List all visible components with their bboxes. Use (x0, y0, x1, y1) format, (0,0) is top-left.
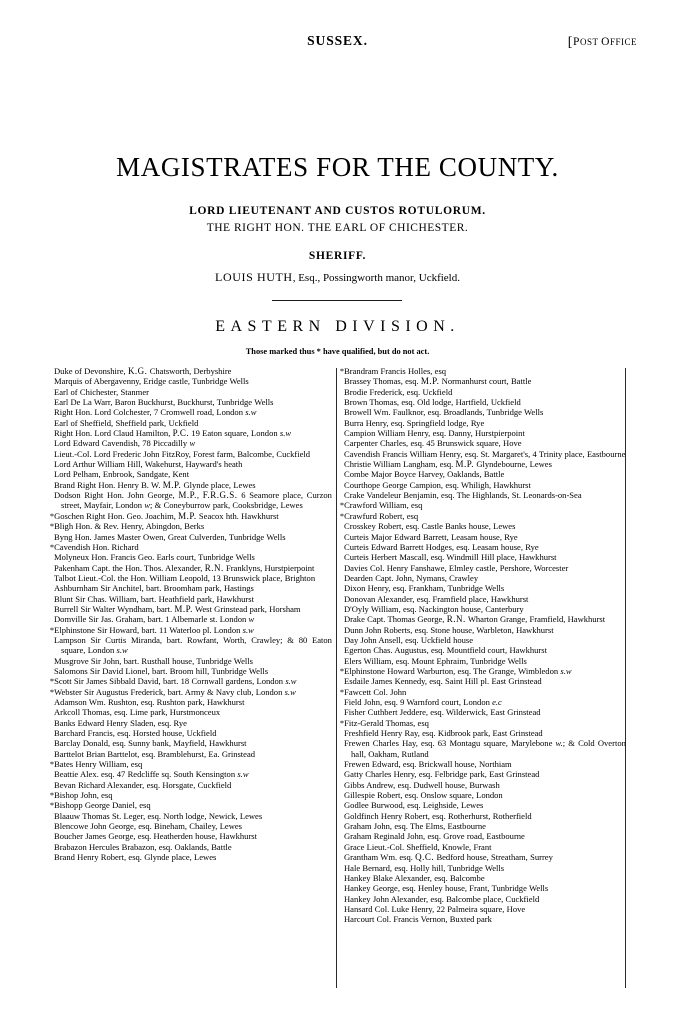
qualified-not-acting-marker: * (339, 665, 345, 676)
list-item: Salomons Sir David Lionel, bart. Broom hill, Tunbridge Wells (54, 665, 269, 676)
postal-district-code: w (144, 500, 151, 511)
list-item: Fisher Cuthbert Jeddere, esq. Wilderwick, East Grinstead (344, 707, 541, 718)
list-item: Pakenham Capt. the Hon. Thos. Alexander, R.N. Franklyns, Hurstpierpoint (54, 562, 315, 573)
honorific-abbreviation: R.N. (204, 562, 224, 573)
list-item: Barclay Donald, esq. Sunny bank, Mayfield, Hawkhurst (54, 738, 247, 749)
honorific-abbreviation: M.P. (178, 510, 197, 521)
list-item: *Crawford William, esq (339, 500, 423, 511)
list-item: Burrell Sir Walter Wyndham, bart. M.P. West Grinstead park, Horsham (54, 603, 301, 614)
post-office-lead-2: O (601, 36, 610, 48)
list-item: Duke of Devonshire, K.G. Chatsworth, Derbyshire (54, 366, 232, 376)
list-item: *Bishopp George Daniel, esq (49, 800, 151, 811)
list-item: *Scott Sir James Sibbald David, bart. 18 Cornwall gardens, London s.w (49, 676, 297, 687)
list-item: Blunt Sir Chas. William, bart. Heathfield park, Hawkhurst (54, 593, 254, 604)
list-item: *Fawcett Col. John (339, 686, 407, 697)
list-item: Marquis of Abergavenny, Eridge castle, Tunbridge Wells (54, 376, 249, 387)
list-item: *Brandram Francis Holles, esq (339, 366, 447, 376)
list-item: Bevan Richard Alexander, esq. Horsgate, Cuckfield (54, 779, 232, 790)
list-item: D'Oyly William, esq. Nackington house, Canterbury (344, 603, 524, 614)
list-item: Gillespie Robert, esq. Onslow square, London (344, 790, 503, 801)
open-bracket: [ (567, 35, 573, 50)
honorific-abbreviation: K.G. (127, 366, 148, 376)
list-item: Gatty Charles Henry, esq. Felbridge park, East Grinstead (344, 769, 540, 780)
list-item: Graham John, esq. The Elms, Eastbourne (344, 821, 486, 832)
list-item: Ashburnham Sir Anchitel, bart. Broomham park, Hastings (54, 583, 254, 594)
list-item: Freshfield Henry Ray, esq. Kidbrook park, East Grinstead (344, 728, 543, 739)
postal-district-code: s.w (285, 676, 297, 687)
list-item: Cavendish Francis William Henry, esq. St. Margaret's, 4 Trinity place, Eastbourne (344, 448, 626, 459)
list-item: Grantham Wm. esq. Q.C. Bedford house, Streatham, Surrey (344, 852, 553, 863)
honorific-abbreviation: M.P. (178, 490, 197, 501)
running-head-publication (568, 35, 637, 51)
postal-district-code: w. (555, 738, 563, 749)
list-item: Brand Henry Robert, esq. Glynde place, Lewes (54, 852, 217, 863)
list-item: Molyneux Hon. Francis Geo. Earls court, Tunbridge Wells (54, 552, 255, 563)
list-item: Esdaile James Kennedy, esq. Saint Hill pl. East Grinstead (344, 676, 542, 687)
list-item: Boucher James George, esq. Heatherden house, Hawkhurst (54, 831, 258, 842)
post-office-rest: OST (579, 37, 602, 47)
qualified-not-acting-marker: * (339, 500, 345, 511)
list-item: *Cavendish Hon. Richard (49, 541, 139, 552)
list-item: Barchard Francis, esq. Horsted house, Uckfield (54, 728, 217, 739)
magistrates-column-left (49, 366, 332, 991)
postal-district-code: w (248, 614, 255, 625)
sheriff-heading: SHERIFF. (308, 250, 367, 262)
list-item: Byng Hon. James Master Owen, Great Culverden, Tunbridge Wells (54, 531, 286, 542)
list-item: Barttelot Brian Barttelot, esq. Bramblehurst, Ea. Grinstead (54, 748, 256, 759)
magistrates-list (49, 366, 626, 991)
running-head (0, 33, 675, 53)
list-item: Brand Right Hon. Henry B. W. M.P. Glynde place, Lewes (54, 479, 256, 490)
honorific-abbreviation: Q.C. (415, 852, 435, 863)
list-item: Crake Vandeleur Benjamin, esq. The Highlands, St. Leonards-on-Sea (344, 490, 582, 501)
list-item: Right Hon. Lord Colchester, 7 Cromwell road, London s.w (54, 407, 257, 418)
list-item: Earl of Chichester, Stanmer (54, 386, 149, 397)
list-item: Dearden Capt. John, Nymans, Crawley (344, 572, 479, 583)
division-note: Those marked thus * have qualified, but do not act. (245, 347, 430, 356)
list-item: Arkcoll Thomas, esq. Lime park, Hurstmonceux (54, 707, 221, 718)
list-item: Curteis Herbert Mascall, esq. Windmill Hill place, Hawkhurst (344, 552, 557, 563)
sheriff-entry (0, 270, 675, 285)
list-item: Beattie Alex. esq. 47 Redcliffe sq. South Kensington s.w (54, 769, 249, 780)
list-item: Field John, esq. 9 Warnford court, London e.c (344, 697, 502, 707)
section-divider (272, 300, 402, 301)
qualified-not-acting-marker: * (49, 510, 55, 521)
qualified-not-acting-marker: * (49, 624, 55, 635)
list-item: Brabazon Hercules Brabazon, esq. Oaklands, Battle (54, 841, 232, 852)
list-item: Hankey George, esq. Henley house, Frant, Tunbridge Wells (344, 883, 549, 894)
list-item: Day John Ansell, esq. Uckfield house (344, 634, 474, 645)
lord-lieutenant-name: THE RIGHT HON. THE EARL OF CHICHESTER. (206, 222, 469, 234)
honorific-abbreviation: R.N. (446, 614, 466, 625)
list-item: *Crawfurd Robert, esq (339, 510, 419, 521)
list-item: Browell Wm. Faulknor, esq. Broadlands, Tunbridge Wells (344, 407, 544, 418)
postal-district-code: s.w (237, 769, 249, 780)
honorific-abbreviation: P.C. (172, 428, 190, 439)
list-item: Curteis Edward Barrett Hodges, esq. Leasam house, Rye (344, 541, 539, 552)
list-item: Brodie Frederick, esq. Uckfield (344, 386, 453, 397)
qualified-not-acting-marker: * (49, 759, 55, 770)
list-item: Adamson Wm. Rushton, esq. Rushton park, Hawkhurst (54, 697, 245, 707)
honorific-abbreviation: F.R.G.S. (202, 490, 238, 501)
list-item: Banks Edward Henry Sladen, esq. Rye (54, 717, 187, 728)
list-item: Lieut.-Col. Lord Frederic John FitzRoy, Forest farm, Balcombe, Cuckfield (54, 448, 311, 459)
list-item: Gibbs Andrew, esq. Dudwell house, Burwash (344, 779, 500, 790)
page-title: MAGISTRATES FOR THE COUNTY. (116, 152, 559, 182)
qualified-not-acting-marker: * (49, 790, 55, 801)
list-item: Combe Major Boyce Harvey, Oaklands, Battle (344, 469, 505, 480)
qualified-not-acting-marker: * (339, 717, 345, 728)
qualified-not-acting-marker: * (339, 366, 345, 376)
list-item: Brown Thomas, esq. Old lodge, Hartfield, Uckfield (344, 397, 521, 408)
postal-district-code: s.w (116, 645, 128, 656)
list-item: Dodson Right Hon. John George, M.P., F.R.G.S. 6 Seamore place, Curzon street, Mayfair, London w; & Coneyburrow park, Cooksbridge, Lewes (54, 490, 332, 511)
postal-district-code: s.w (284, 686, 296, 697)
list-item: Crosskey Robert, esq. Castle Banks house, Lewes (344, 521, 516, 532)
list-item: Right Hon. Lord Claud Hamilton, P.C. 19 Eaton square, London s.w (54, 428, 292, 439)
list-item: Godlee Burwood, esq. Leighside, Lewes (344, 800, 484, 811)
sheriff-name: LOUIS HUTH (215, 270, 293, 284)
qualified-not-acting-marker: * (49, 541, 55, 552)
list-item: *Goschen Right Hon. Geo. Joachim, M.P. Seacox hth. Hawkhurst (49, 510, 279, 521)
list-item: Grace Lieut.-Col. Sheffield, Knowle, Frant (344, 841, 492, 852)
list-item: Lord Edward Cavendish, 78 Piccadilly w (54, 438, 196, 449)
post-office-lead: P (572, 36, 580, 48)
list-item: Lampson Sir Curtis Miranda, bart. Rowfant, Worth, Crawley; & 80 Eaton square, London s.w (54, 634, 332, 656)
list-item: Hansard Col. Luke Henry, 22 Palmeira square, Hove (344, 903, 526, 914)
list-item: *Bishop John, esq (49, 790, 113, 801)
list-item: Earl De La Warr, Baron Buckhurst, Buckhurst, Tunbridge Wells (54, 397, 274, 408)
list-item: Graham Reginald John, esq. Grove road, Eastbourne (344, 831, 525, 842)
list-item: Hankey John Alexander, esq. Balcombe place, Cuckfield (344, 893, 540, 904)
postal-district-code: w (189, 438, 196, 449)
list-item: Hale Bernard, esq. Holly hill, Tunbridge Wells (344, 862, 505, 873)
magistrates-column-right (339, 366, 626, 991)
list-item: Dunn John Roberts, esq. Stone house, Warbleton, Hawkhurst (344, 624, 554, 635)
list-item: Harcourt Col. Francis Vernon, Buxted park (344, 914, 492, 925)
list-item: Hankey Blake Alexander, esq. Balcombe (344, 872, 485, 883)
list-item: Blaauw Thomas St. Leger, esq. North lodge, Newick, Lewes (54, 810, 263, 821)
list-item: *Elphinstone Sir Howard, bart. 11 Waterloo pl. London s.w (49, 624, 254, 635)
list-item: Dixon Henry, esq. Frankham, Tunbridge Wells (344, 583, 505, 594)
qualified-not-acting-marker: * (339, 510, 345, 521)
qualified-not-acting-marker: * (339, 686, 345, 697)
qualified-not-acting-marker: * (49, 521, 55, 532)
list-item: Domville Sir Jas. Graham, bart. 1 Albemarle st. London w (54, 614, 255, 625)
list-item: Campion William Henry, esq. Danny, Hurstpierpoint (344, 428, 525, 439)
division-heading: EASTERN DIVISION. (215, 318, 460, 335)
list-item: Drake Capt. Thomas George, R.N. Wharton Grange, Framfield, Hawkhurst (344, 614, 606, 625)
list-item: Blencowe John George, esq. Bineham, Chailey, Lewes (54, 821, 242, 832)
list-item: *Bligh Hon. & Rev. Henry, Abingdon, Berks (49, 521, 205, 532)
qualified-not-acting-marker: * (49, 800, 55, 811)
qualified-not-acting-marker: * (49, 676, 55, 687)
list-item: Talbot Lieut.-Col. the Hon. William Leopold, 13 Brunswick place, Brighton (54, 572, 316, 583)
list-item: Christie William Langham, esq. M.P. Glyndebourne, Lewes (344, 459, 552, 470)
honorific-abbreviation: M.P. (174, 603, 193, 614)
post-office-rest-2: FFICE (609, 37, 637, 47)
list-item: Goldfinch Henry Robert, esq. Rotherhurst, Rotherfield (344, 810, 532, 821)
honorific-abbreviation: M.P. (162, 479, 182, 490)
postal-district-code: s.w (279, 428, 292, 439)
list-item: Lord Pelham, Enbrook, Sandgate, Kent (54, 469, 190, 480)
postal-district-code: s.w (245, 407, 257, 418)
lord-lieutenant-heading: LORD LIEUTENANT AND CUSTOS ROTULORUM. (189, 205, 486, 217)
list-item: Brassey Thomas, esq. M.P. Normanhurst court, Battle (344, 376, 532, 387)
honorific-abbreviation: M.P. (455, 459, 475, 470)
list-item: Earl of Sheffield, Sheffield park, Uckfield (54, 417, 199, 428)
qualified-not-acting-marker: * (49, 686, 55, 697)
list-item: Egerton Chas. Augustus, esq. Mountfield court, Hawkhurst (344, 645, 547, 656)
list-item: Frewen Charles Hay, esq. 63 Montagu square, Marylebone w.; & Cold Overton hall, Oakham, Rutland (344, 738, 626, 759)
list-item: Lord Arthur William Hill, Wakehurst, Hayward's heath (54, 459, 243, 470)
list-item: Courthope George Campion, esq. Whiligh, Hawkhurst (344, 479, 531, 490)
list-item: Donovan Alexander, esq. Framfield place, Hawkhurst (344, 593, 529, 604)
list-item: Musgrove Sir John, bart. Rusthall house, Tunbridge Wells (54, 655, 253, 666)
list-item: Elers William, esq. Mount Ephraim, Tunbridge Wells (344, 655, 527, 666)
running-head-county: SUSSEX. (307, 33, 368, 48)
column-divider-rule (336, 368, 337, 988)
list-item: Burra Henry, esq. Springfield lodge, Rye (344, 417, 485, 428)
postal-district-code: e.c (492, 697, 502, 707)
list-item: Curteis Major Edward Barrett, Leasam house, Rye (344, 531, 518, 542)
postal-district-code: s.w (560, 665, 572, 676)
list-item: *Bates Henry William, esq (49, 759, 143, 770)
honorific-abbreviation: M.P. (420, 376, 440, 387)
list-item: Frewen Edward, esq. Brickwall house, Northiam (344, 759, 512, 770)
list-item: Davies Col. Henry Fanshawe, Elmley castle, Pershore, Worcester (344, 562, 569, 573)
sheriff-address: , Esq., Possingworth manor, Uckfield. (292, 272, 460, 284)
postal-district-code: s.w (242, 624, 254, 635)
list-item: *Elphinstone Howard Warburton, esq. The Grange, Wimbledon s.w (339, 665, 572, 676)
list-item: *Webster Sir Augustus Frederick, bart. Army & Navy club, London s.w (49, 686, 296, 697)
list-item: Carpenter Charles, esq. 45 Brunswick square, Hove (344, 438, 522, 449)
list-item: *Fitz-Gerald Thomas, esq (339, 717, 429, 728)
